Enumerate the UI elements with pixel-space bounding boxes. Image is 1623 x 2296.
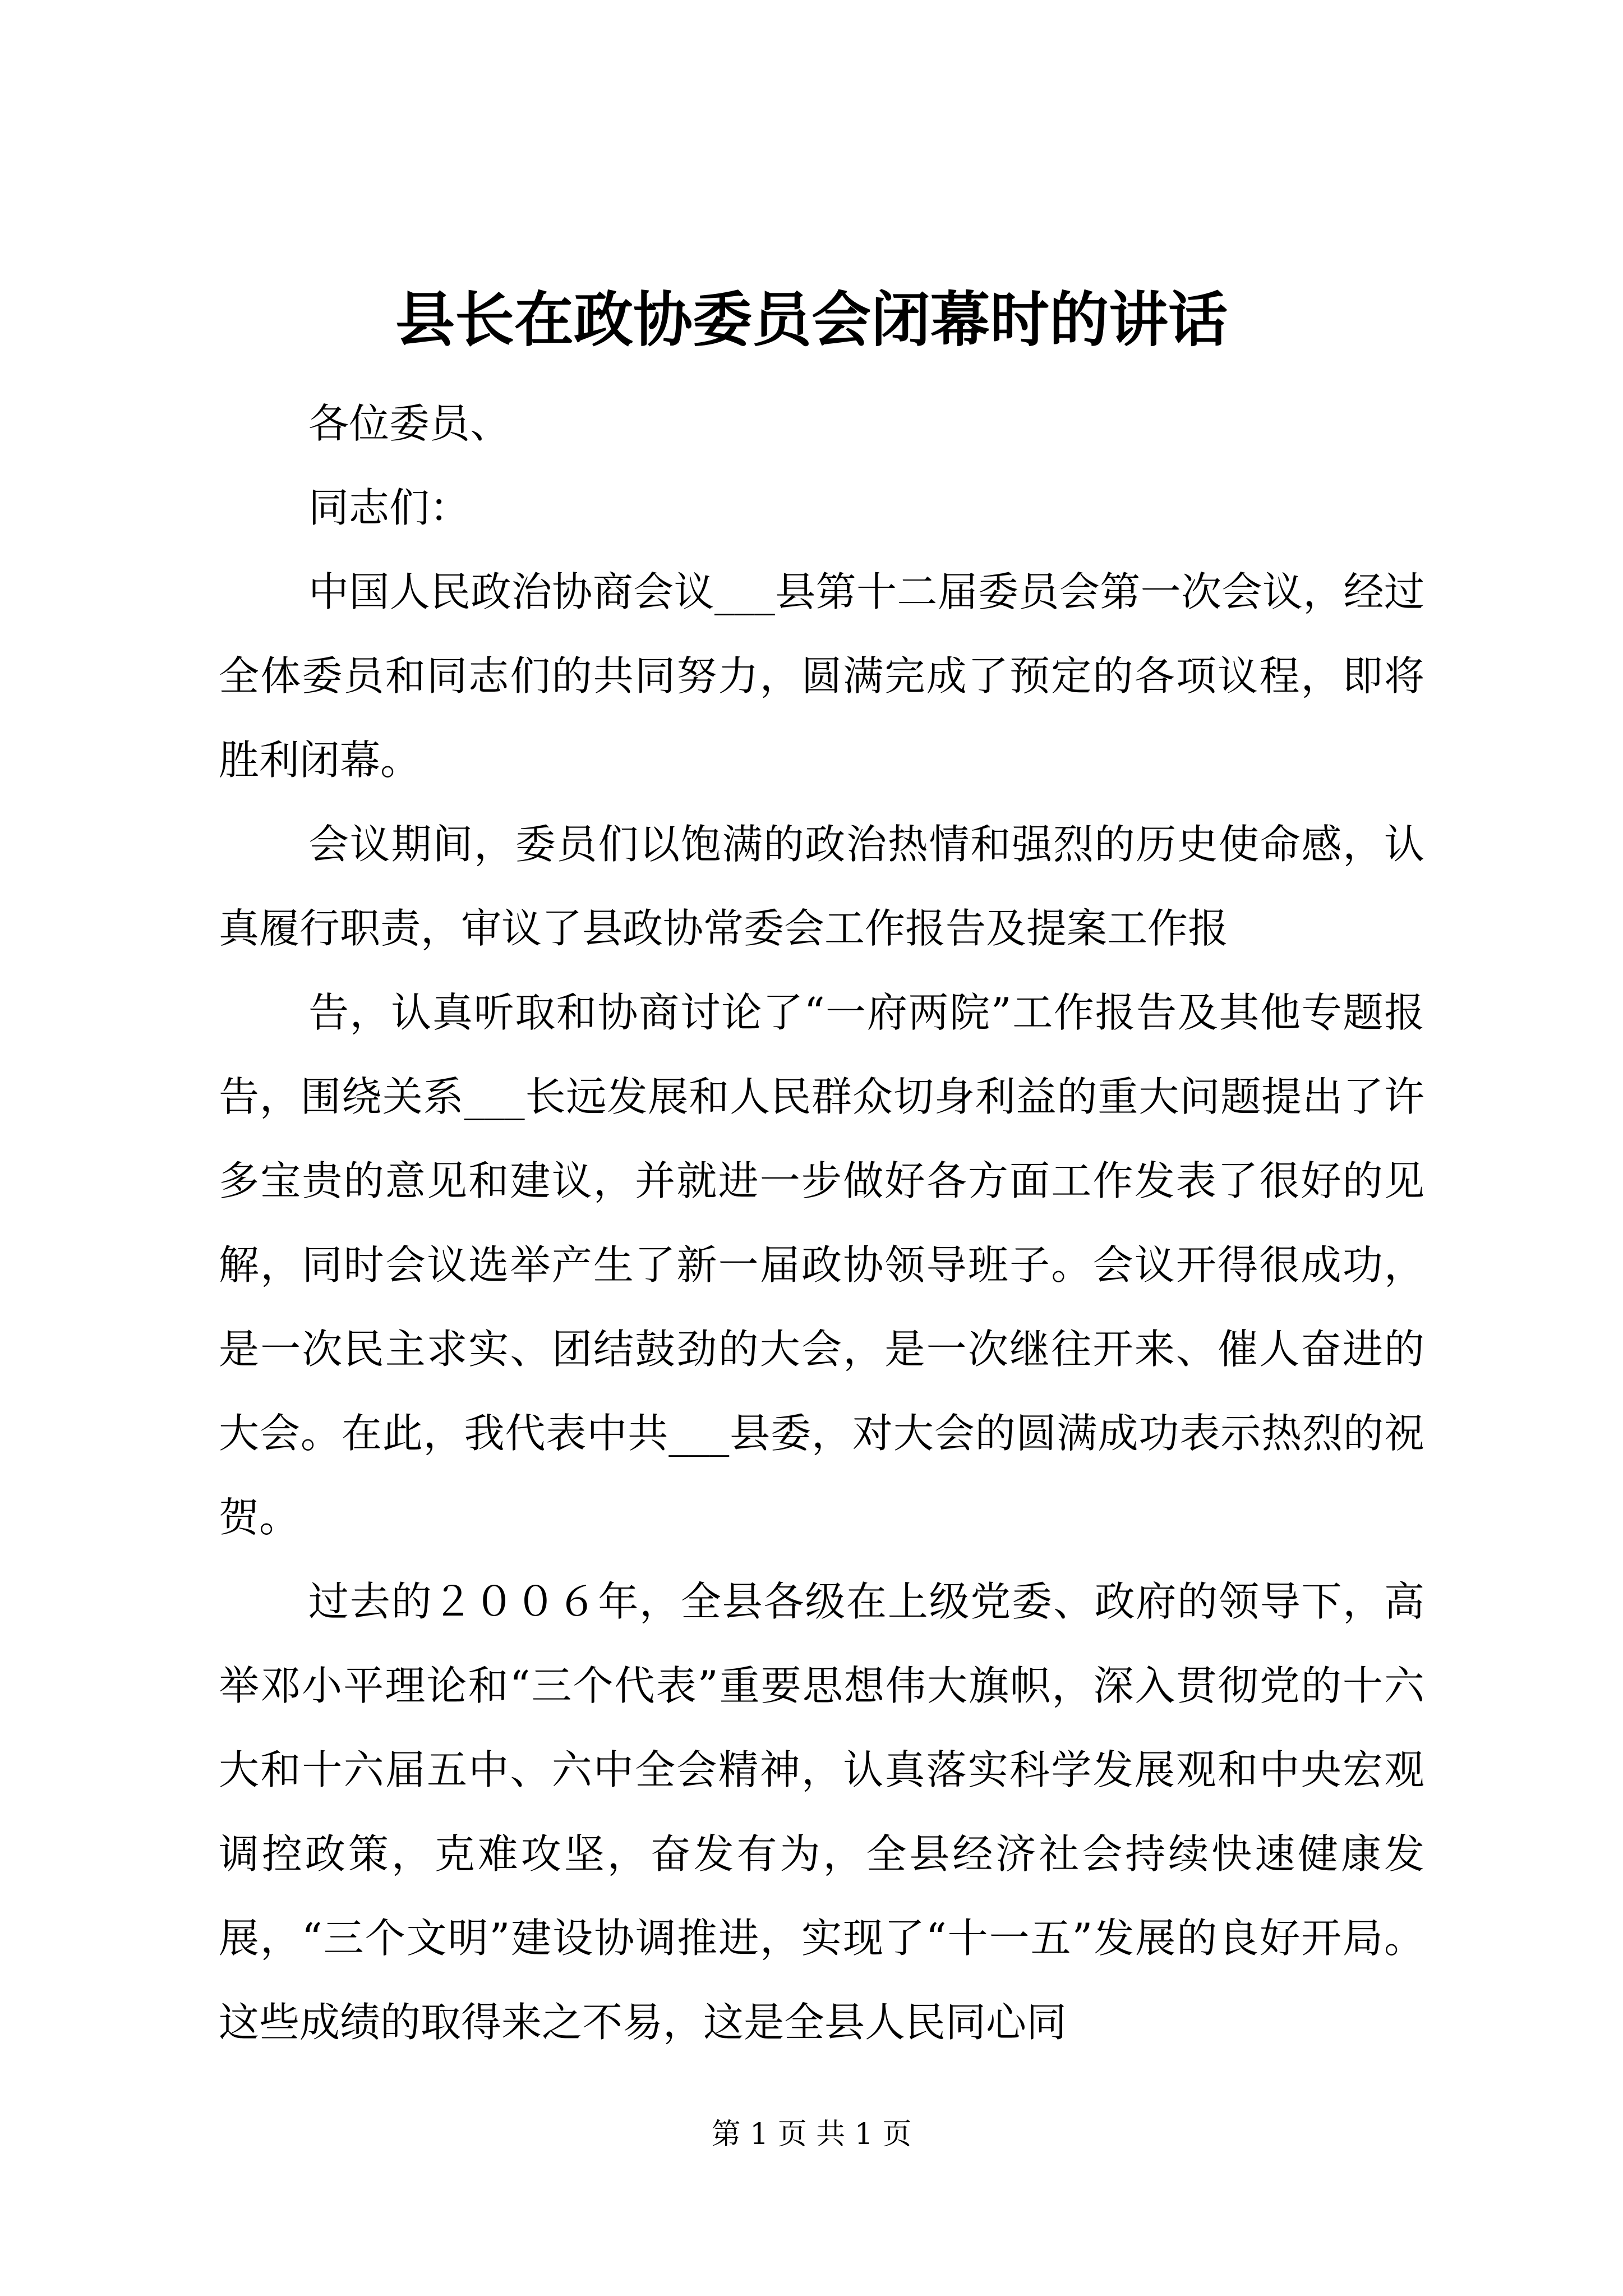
paragraph-2: 会议期间，委员们以饱满的政治热情和强烈的历史使命感，认真履行职责，审议了县政协常委会工作报告及提案工作报 (219, 821, 1424, 952)
document-body (219, 381, 1424, 2064)
paragraph-1: 中国人民政治协商会议___县第十二届委员会第一次会议，经过全体委员和同志们的共同努力，圆满完成了预定的各项议程，即将胜利闭幕。 (219, 568, 1424, 784)
paragraph-3: 告，认真听取和协商讨论了“一府两院”工作报告及其他专题报告，围绕关系___长远发展和人民群众切身利益的重大问题提出了许多宝贵的意见和建议，并就进一步做好各方面工作发表了很好的见解，同时会议选举产生了新一届政协领导班子。会议开得很成功，是一次民主求实、团结鼓劲的大会，是一次继往开来、催人奋进的大会。在此，我代表中共___县委，对大会的圆满成功表示热烈的祝贺。 (219, 989, 1424, 1541)
document-title: 县长在政协委员会闭幕时的讲话 (395, 284, 1228, 355)
paragraph-salutation-1: 各位委员、 (308, 400, 511, 447)
page-footer: 第 1 页 共 1 页 (711, 2118, 912, 2151)
paragraph-salutation-2: 同志们： (308, 484, 471, 531)
paragraph-4: 过去的２００６年，全县各级在上级党委、政府的领导下，高举邓小平理论和“三个代表”重要思想伟大旗帜，深入贯彻党的十六大和十六届五中、六中全会精神，认真落实科学发展观和中央宏观调控政策，克难攻坚，奋发有为，全县经济社会持续快速健康发展，“三个文明”建设协调推进，实现了“十一五”发展的良好开局。这些成绩的取得来之不易，这是全县人民同心同 (219, 1578, 1424, 2046)
